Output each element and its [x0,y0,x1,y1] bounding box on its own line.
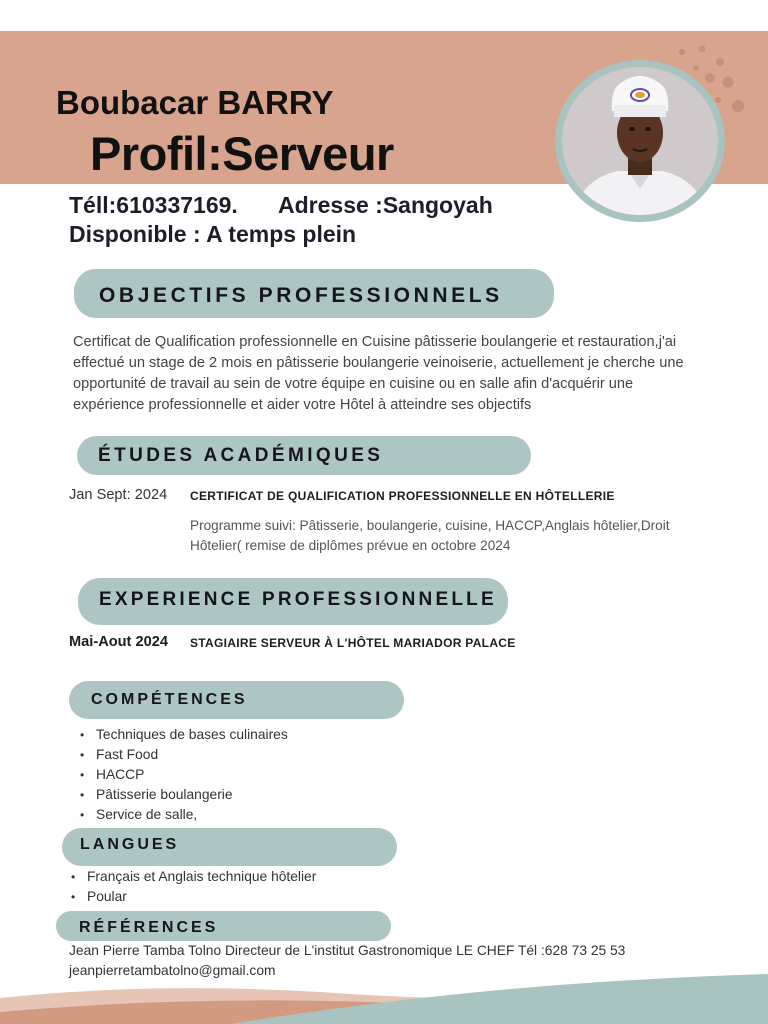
section-header-experience [78,578,508,625]
education-date: Jan Sept: 2024 [69,487,168,503]
experience-role: STAGIAIRE SERVEUR À L'HÔTEL MARIADOR PALACE [190,636,516,650]
profile-photo [562,67,718,215]
phone: Téll:610337169. [69,192,238,218]
education-degree: CERTIFICAT DE QUALIFICATION PROFESSIONNELLE EN HÔTELLERIE [190,489,615,503]
section-title: RÉFÉRENCES [79,919,219,936]
address: Adresse :Sangoyah [278,192,493,218]
section-title: ÉTUDES ACADÉMIQUES [98,445,384,466]
objectives-text [73,332,721,416]
languages-list [60,867,316,907]
program-line: Hôtelier( remise de diplômes prévue en octobre 2024 [190,537,511,553]
section-header-skills [69,681,404,719]
section-header-education [77,436,531,475]
profile-photo-frame [555,60,725,222]
education-program [190,516,710,555]
availability: Disponible : A temps plein [69,221,357,247]
list-item: • Fast Food [69,745,288,765]
section-title: COMPÉTENCES [91,691,248,708]
section-title: OBJECTIFS PROFESSIONNELS [99,284,503,307]
section-header-objectives [74,269,554,318]
section-header-references [56,911,391,941]
objectives-line: expérience professionnelle et aider votre Hôtel à atteindre ses objectifs [73,397,532,413]
list-item: • HACCP [69,765,288,785]
reference-contact: Jean Pierre Tamba Tolno Directeur de L'institut Gastronomique LE CHEF Tél :628 73 25 53 [69,943,626,958]
list-item: • Service de salle, [69,805,288,825]
list-item: • Techniques de bases culinaires [69,725,288,745]
list-item: • Pâtisserie boulangerie [69,785,288,805]
objectives-line: opportunité de travail au sein de votre équipe en cuisine ou en salle afin d'acquérir une [73,376,634,392]
program-line: Programme suivi: Pâtisserie, boulangerie, cuisine, HACCP,Anglais hôtelier,Droit [190,518,670,533]
section-title: LANGUES [80,836,180,853]
list-item: • Poular [60,887,316,907]
skills-list [69,725,288,825]
section-title: EXPERIENCE PROFESSIONNELLE [99,589,497,610]
chef-portrait-icon [562,67,718,215]
reference-email: jeanpierretambatolno@gmail.com [69,963,276,978]
experience-date: Mai-Aout 2024 [69,634,168,650]
objectives-line: effectué un stage de 2 mois en pâtisserie boulangerie veinoiserie, actuellement je cherche une [73,355,684,371]
list-item: • Français et Anglais technique hôtelier [60,867,316,887]
footer-waves [0,960,768,1024]
profile-title: Profil:Serveur [90,127,394,180]
section-header-languages [62,828,397,866]
candidate-name: Boubacar BARRY [56,84,334,121]
objectives-line: Certificat de Qualification professionnelle en Cuisine pâtisserie boulangerie et restauration,j'ai [73,334,677,350]
